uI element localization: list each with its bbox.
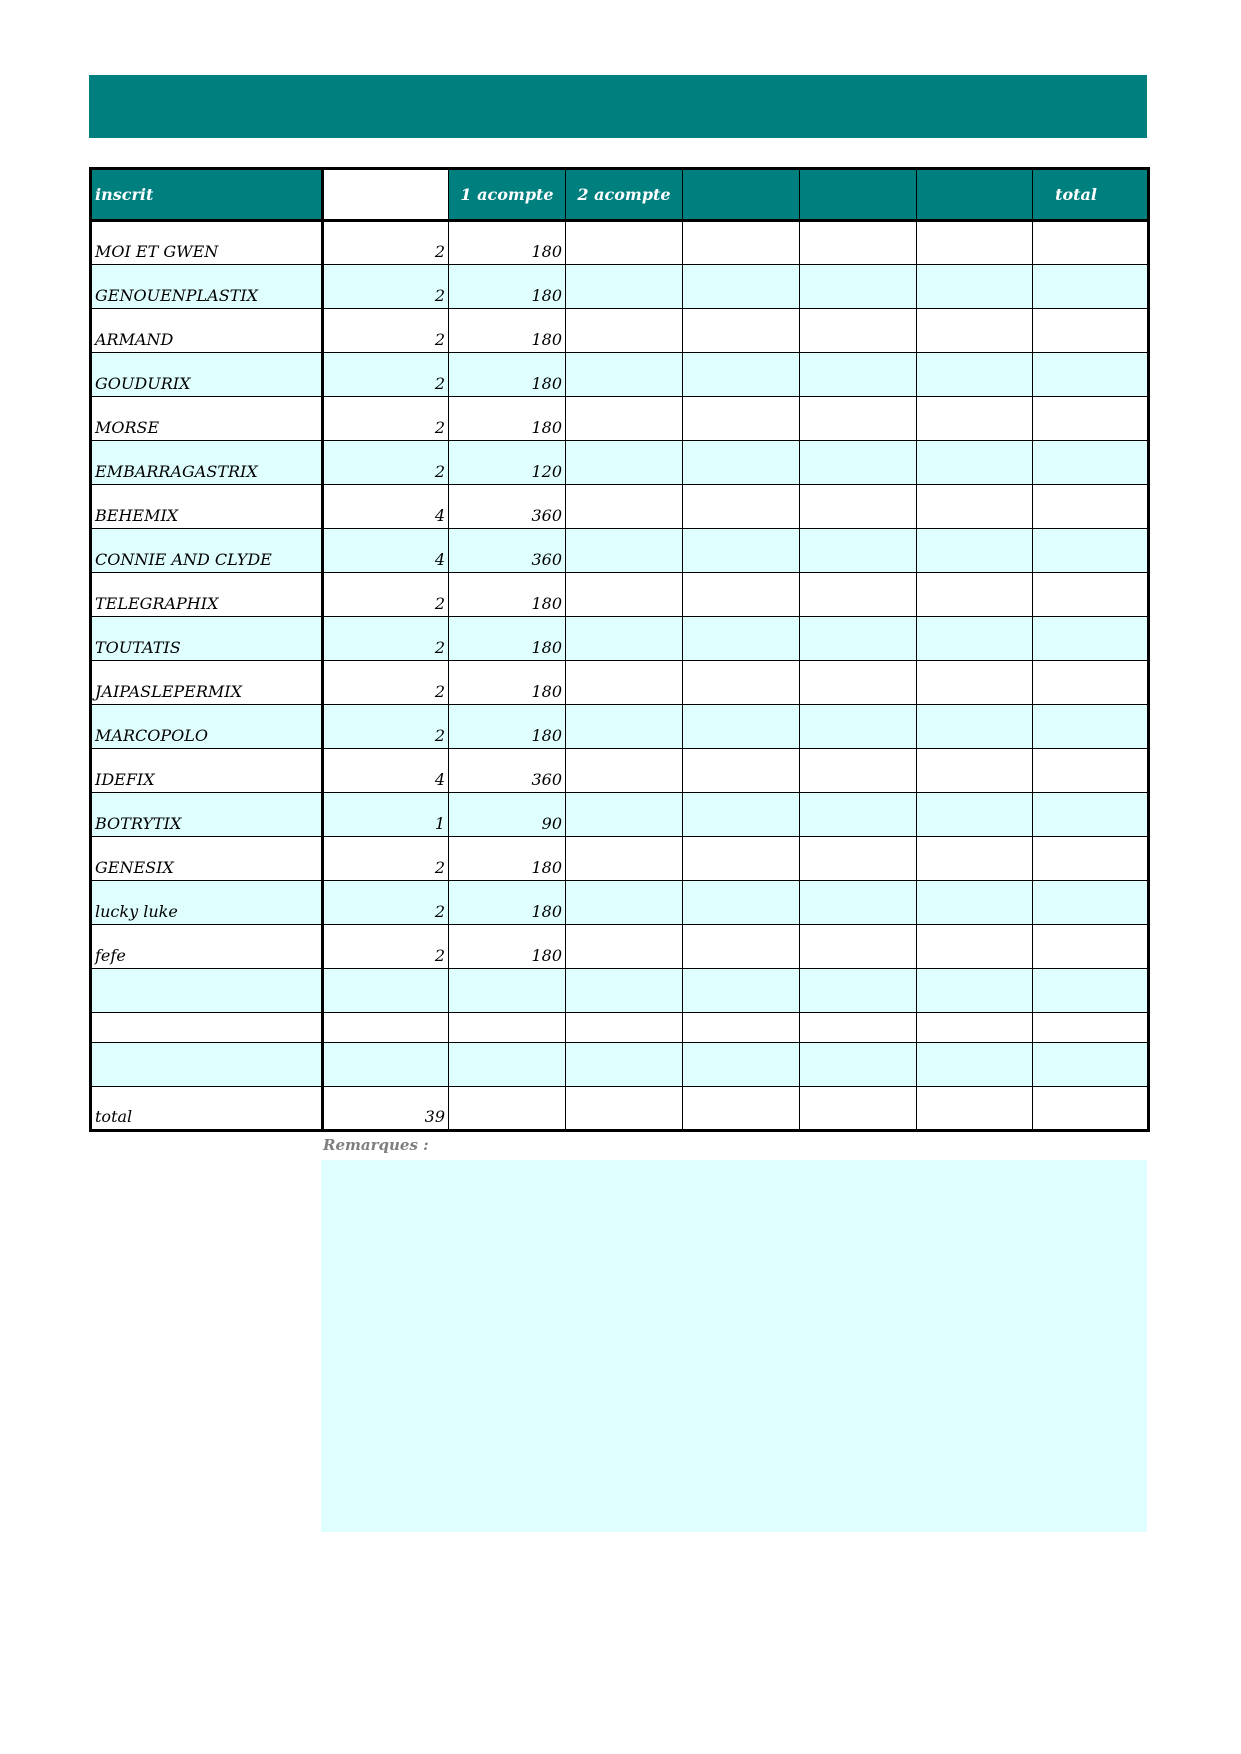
cell-total[interactable] [1033,265,1149,309]
cell-total[interactable] [1033,1013,1149,1043]
cell-acompte-2[interactable] [566,837,683,881]
cell-name[interactable] [91,969,323,1013]
cell-count[interactable]: 2 [323,221,449,265]
cell-extra-1[interactable] [683,881,800,925]
table-row [91,529,1149,573]
cell-extra-1[interactable] [683,969,800,1013]
cell-name[interactable]: ARMAND [91,309,323,353]
cell-acompte-1[interactable]: 180 [449,661,566,705]
cell-name[interactable]: GOUDURIX [91,353,323,397]
cell-acompte-1[interactable] [449,969,566,1013]
cell-acompte-2[interactable] [566,397,683,441]
cell-total[interactable] [1033,529,1149,573]
cell-extra-2[interactable] [800,793,917,837]
cell-acompte-1[interactable]: 360 [449,749,566,793]
cell-name[interactable]: CONNIE AND CLYDE [91,529,323,573]
cell-extra-3[interactable] [917,1043,1033,1087]
cell-name[interactable] [91,1043,323,1087]
cell-acompte-2[interactable] [566,309,683,353]
header-extra-3 [917,169,1033,221]
cell-acompte-2[interactable] [566,353,683,397]
cell-total[interactable] [1033,309,1149,353]
cell-acompte-2[interactable] [566,221,683,265]
cell-acompte-2[interactable] [566,529,683,573]
cell-name[interactable]: TELEGRAPHIX [91,573,323,617]
cell-extra-3[interactable] [917,221,1033,265]
cell-extra-1[interactable] [683,353,800,397]
cell-count[interactable]: 2 [323,837,449,881]
cell-acompte-2[interactable] [566,1013,683,1043]
cell-total[interactable] [1033,617,1149,661]
cell-count[interactable]: 4 [323,749,449,793]
total-label: total [91,1087,323,1131]
cell-acompte-1[interactable]: 180 [449,837,566,881]
cell-total[interactable] [1033,705,1149,749]
cell-acompte-2[interactable] [566,661,683,705]
cell-total[interactable] [1033,749,1149,793]
cell-acompte-2[interactable] [566,749,683,793]
cell-extra-3[interactable] [917,1013,1033,1043]
table-row [91,397,1149,441]
cell-extra-1[interactable] [683,749,800,793]
cell-extra-2[interactable] [800,353,917,397]
cell-extra-2[interactable] [800,221,917,265]
cell-extra-1[interactable] [683,441,800,485]
header-extra-2 [800,169,917,221]
cell-extra-3[interactable] [917,397,1033,441]
cell-extra-3[interactable] [917,969,1033,1013]
cell-extra-3[interactable] [917,617,1033,661]
empty-row [91,1043,1149,1087]
total-row [91,1087,1149,1131]
total-count: 39 [323,1087,449,1131]
cell-extra-1[interactable] [683,221,800,265]
cell-extra-3[interactable] [917,441,1033,485]
header-name: inscrit [91,169,323,221]
cell-count[interactable]: 2 [323,441,449,485]
table-row [91,705,1149,749]
cell-total[interactable] [1033,353,1149,397]
cell-acompte-1[interactable] [449,1013,566,1043]
table-row [91,661,1149,705]
cell-total[interactable] [1033,397,1149,441]
cell-acompte-1[interactable]: 120 [449,441,566,485]
cell-extra-2[interactable] [800,969,917,1013]
cell-extra-3[interactable] [917,793,1033,837]
cell-acompte-1[interactable]: 180 [449,617,566,661]
cell-name[interactable]: JAIPASLEPERMIX [91,661,323,705]
cell-count[interactable]: 2 [323,265,449,309]
cell-acompte-1[interactable]: 180 [449,705,566,749]
table-row [91,749,1149,793]
cell-acompte-1[interactable]: 360 [449,529,566,573]
remarks-area[interactable] [321,1160,1147,1532]
cell-extra-1[interactable] [683,661,800,705]
cell-extra-2[interactable] [800,485,917,529]
cell-extra-1[interactable] [683,1013,800,1043]
empty-row [91,1013,1149,1043]
cell-count[interactable]: 2 [323,397,449,441]
cell-name[interactable]: GENESIX [91,837,323,881]
cell-acompte-1[interactable] [449,1043,566,1087]
cell-total[interactable] [1033,485,1149,529]
cell-extra-2[interactable] [800,529,917,573]
cell-name[interactable]: EMBARRAGASTRIX [91,441,323,485]
cell-extra-3[interactable] [917,705,1033,749]
cell-extra-1[interactable] [683,397,800,441]
cell-extra-3[interactable] [917,573,1033,617]
cell-extra-1[interactable] [683,1043,800,1087]
cell-acompte-2[interactable] [566,1043,683,1087]
cell-extra-1[interactable] [683,265,800,309]
total-extra-3[interactable] [917,1087,1033,1131]
cell-extra-2[interactable] [800,265,917,309]
table-row [91,573,1149,617]
header-row [91,169,1149,221]
cell-total[interactable] [1033,441,1149,485]
total-extra-2[interactable] [800,1087,917,1131]
cell-count[interactable]: 4 [323,529,449,573]
cell-count[interactable]: 1 [323,793,449,837]
cell-extra-1[interactable] [683,793,800,837]
cell-total[interactable] [1033,837,1149,881]
cell-total[interactable] [1033,925,1149,969]
cell-extra-1[interactable] [683,705,800,749]
cell-extra-3[interactable] [917,881,1033,925]
cell-name[interactable]: fefe [91,925,323,969]
cell-extra-2[interactable] [800,661,917,705]
cell-count[interactable]: 4 [323,485,449,529]
empty-row [91,969,1149,1013]
table-row [91,881,1149,925]
table-row [91,925,1149,969]
cell-acompte-2[interactable] [566,485,683,529]
cell-acompte-2[interactable] [566,925,683,969]
cell-count[interactable] [323,1043,449,1087]
cell-total[interactable] [1033,881,1149,925]
cell-extra-2[interactable] [800,617,917,661]
cell-count[interactable] [323,969,449,1013]
table-row [91,265,1149,309]
cell-name[interactable]: MARCOPOLO [91,705,323,749]
cell-count[interactable]: 2 [323,705,449,749]
cell-extra-2[interactable] [800,441,917,485]
cell-acompte-2[interactable] [566,881,683,925]
cell-extra-3[interactable] [917,485,1033,529]
total-acompte-2[interactable] [566,1087,683,1131]
cell-name[interactable]: lucky luke [91,881,323,925]
cell-extra-1[interactable] [683,309,800,353]
cell-acompte-1[interactable]: 180 [449,221,566,265]
header-acompte-1: 1 acompte [449,169,566,221]
cell-extra-3[interactable] [917,265,1033,309]
cell-extra-3[interactable] [917,353,1033,397]
cell-total[interactable] [1033,221,1149,265]
cell-count[interactable]: 2 [323,617,449,661]
cell-extra-2[interactable] [800,881,917,925]
cell-acompte-1[interactable]: 90 [449,793,566,837]
cell-extra-1[interactable] [683,529,800,573]
cell-extra-2[interactable] [800,749,917,793]
table-row [91,837,1149,881]
header-count [323,169,449,221]
cell-count[interactable]: 2 [323,353,449,397]
cell-total[interactable] [1033,661,1149,705]
cell-count[interactable]: 2 [323,573,449,617]
cell-name[interactable] [91,1013,323,1043]
cell-extra-2[interactable] [800,837,917,881]
cell-extra-3[interactable] [917,529,1033,573]
cell-count[interactable]: 2 [323,309,449,353]
cell-acompte-1[interactable]: 180 [449,309,566,353]
cell-extra-3[interactable] [917,661,1033,705]
table-row [91,309,1149,353]
cell-acompte-2[interactable] [566,793,683,837]
cell-extra-2[interactable] [800,1013,917,1043]
cell-count[interactable]: 2 [323,925,449,969]
table-row [91,221,1149,265]
cell-acompte-2[interactable] [566,265,683,309]
cell-acompte-1[interactable]: 180 [449,353,566,397]
cell-extra-1[interactable] [683,925,800,969]
remarks-label: Remarques : [323,1136,429,1154]
cell-extra-2[interactable] [800,397,917,441]
cell-name[interactable]: GENOUENPLASTIX [91,265,323,309]
cell-total[interactable] [1033,793,1149,837]
cell-total[interactable] [1033,1043,1149,1087]
cell-name[interactable]: BEHEMIX [91,485,323,529]
cell-acompte-1[interactable]: 180 [449,925,566,969]
cell-acompte-2[interactable] [566,617,683,661]
cell-acompte-1[interactable]: 180 [449,265,566,309]
cell-acompte-2[interactable] [566,441,683,485]
cell-acompte-1[interactable]: 180 [449,573,566,617]
cell-count[interactable]: 2 [323,661,449,705]
registration-table [89,167,1150,1132]
cell-extra-1[interactable] [683,573,800,617]
cell-extra-3[interactable] [917,749,1033,793]
cell-name[interactable]: IDEFIX [91,749,323,793]
table-row [91,485,1149,529]
cell-count[interactable]: 2 [323,881,449,925]
cell-name[interactable]: BOTRYTIX [91,793,323,837]
cell-acompte-1[interactable]: 360 [449,485,566,529]
cell-total[interactable] [1033,573,1149,617]
cell-extra-2[interactable] [800,925,917,969]
cell-extra-2[interactable] [800,309,917,353]
cell-acompte-1[interactable]: 180 [449,881,566,925]
cell-extra-3[interactable] [917,925,1033,969]
cell-acompte-2[interactable] [566,705,683,749]
header-extra-1 [683,169,800,221]
total-extra-1[interactable] [683,1087,800,1131]
header-total: total [1033,169,1149,221]
cell-extra-3[interactable] [917,837,1033,881]
total-total[interactable] [1033,1087,1149,1131]
cell-extra-1[interactable] [683,837,800,881]
cell-acompte-2[interactable] [566,573,683,617]
table-row [91,441,1149,485]
cell-name[interactable]: MOI ET GWEN [91,221,323,265]
cell-extra-2[interactable] [800,705,917,749]
cell-acompte-2[interactable] [566,969,683,1013]
cell-extra-1[interactable] [683,617,800,661]
cell-extra-2[interactable] [800,573,917,617]
cell-acompte-1[interactable]: 180 [449,397,566,441]
table-row [91,353,1149,397]
cell-count[interactable] [323,1013,449,1043]
header-acompte-2: 2 acompte [566,169,683,221]
table-row [91,617,1149,661]
title-banner [89,75,1147,138]
cell-extra-2[interactable] [800,1043,917,1087]
cell-extra-3[interactable] [917,309,1033,353]
table-row [91,793,1149,837]
cell-extra-1[interactable] [683,485,800,529]
cell-name[interactable]: MORSE [91,397,323,441]
cell-name[interactable]: TOUTATIS [91,617,323,661]
cell-total[interactable] [1033,969,1149,1013]
total-acompte-1[interactable] [449,1087,566,1131]
